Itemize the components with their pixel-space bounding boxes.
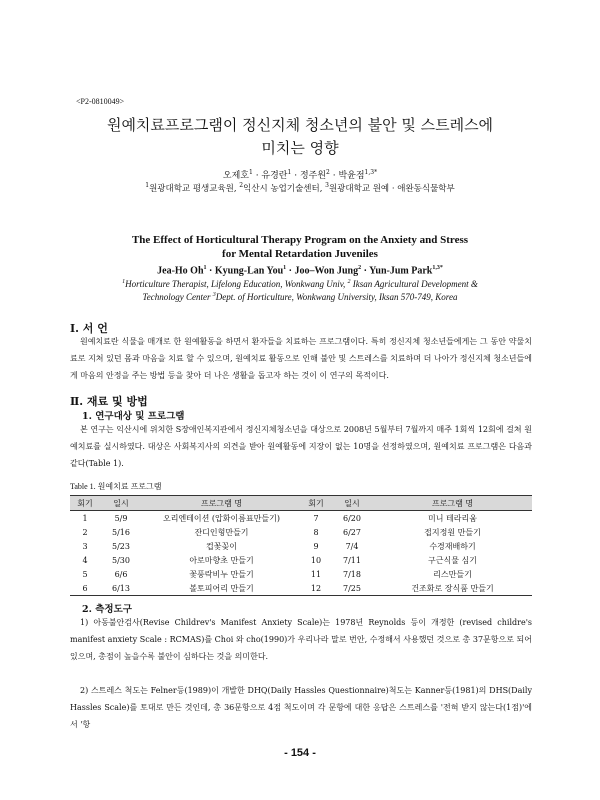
en-aff-sup-1: 1 [122,279,126,285]
aff-1: 원광대학교 평생교육원, [149,184,240,194]
table-caption: Table 1. 원예치료 프로그램 [70,482,162,491]
subsection-heading-measures: 2. 측정도구 [82,604,132,615]
en-author-sep: · [206,265,215,277]
table-cell: 5/23 [112,541,130,551]
en-author-2: Kyung-Lan You [214,265,284,277]
aff-sup-2: 2 [239,182,244,190]
table-cell: 4 [82,555,88,565]
en-author-sep: · [286,265,295,277]
table-cell: 5 [82,569,88,579]
table-cell: 구근식물 심기 [428,555,477,565]
stress-scale-paragraph: 2) 스트레스 척도는 Felner등(1989)이 개발한 DHQ(Daily Hassles Questionnaire)척도는 Kanner등(1981)의 DHS(Daily Hassles Scale)를 토대로 만든 것인데, 총 36문항으로 4점 척도이며 각 문항에 대한 응답은 스트레스를 '전혀 받지 않는다(1점)'에서 '항 [70,686,532,729]
table-cell: 10 [310,555,322,565]
table-cell: 7/11 [343,555,361,565]
en-aff-sup-2: 2 [347,279,351,285]
en-author-3-sup: 2 [358,265,362,271]
col-header-date: 일시 [331,496,373,511]
table-cell: 7/25 [331,581,373,596]
table-cell: 2 [82,527,88,537]
en-aff-sup-3: 3 [212,292,216,298]
author-4-sup: 1,3* [364,169,378,176]
author-2-sup: 1 [287,169,292,176]
author-sep: · [291,171,300,181]
author-3-sup: 2 [326,169,330,176]
table-row [70,581,532,596]
table-cell: 미니 테라리움 [428,513,477,523]
table-cell: 꽃풍락비누 만들기 [189,569,254,579]
table-cell: 7 [313,513,319,523]
col-header-session: 회기 [70,496,100,511]
table-cell: 9 [313,541,319,551]
table-cell: 아로마향초 만들기 [189,555,254,565]
table-cell: 5/30 [112,555,130,565]
anxiety-scale-paragraph: 1) 아동불안검사(Revise Childrev's Manifest Anxiety Scale)는 1978년 Reynolds 등이 개정한 (revised childre's manifest anxiety Scale : RCMAS)를 Choi 와 cho(1990)가 우리나라 말로 번안, 수정해서 사용했던 것으로 총 37문항으로 되어 있으며, 총점이 높을수록 불안이 심하다는 것을 의미한다. [70,618,532,661]
en-author-3: Joo–Won Jung [294,265,359,277]
english-title-line1: The Effect of Horticultural Therapy Program on the Anxiety and Stress [131,234,469,246]
en-aff-2: Iksan Agricultural Development & [350,279,478,289]
section-heading-methods: Ⅱ. 재료 및 방법 [70,395,148,408]
table-cell: 5/9 [114,513,128,523]
en-aff-4: Dept. of Horticulture, Wonkwang University, Iksan 570-749, Korea [215,292,458,302]
table-cell: 볼토피어리 만들기 [142,581,301,596]
table-cell: 6/6 [114,569,128,579]
english-title [60,233,540,261]
aff-2: 익산시 농업기술센터, [243,184,326,194]
en-aff-1: Horticulture Therapist, Lifelong Education, Wonkwang Univ, [125,279,348,289]
table-cell: 잔디인형만들기 [194,527,249,537]
en-author-sep: · [361,265,370,277]
table-cell: 6/20 [343,513,361,523]
author-sep: · [329,171,339,181]
col-header-session: 회기 [301,496,331,511]
table-row [70,567,532,581]
page-number: - 154 - [284,747,316,759]
table-cell: 오리엔테이션 (압화이름표만들기) [163,513,280,523]
author-1: 오제호 [222,171,249,181]
table-cell: 컵꽃꽂이 [206,541,237,551]
table-cell: 5/16 [112,527,130,537]
table-cell: 7/4 [345,541,359,551]
author-3: 정주원 [299,171,327,181]
author-2: 유경란 [261,171,288,181]
en-aff-line2 [60,290,540,303]
en-author-1: Jea-Ho Oh [157,265,204,277]
table-cell: 6 [70,581,100,596]
table-row [70,525,532,539]
korean-authors [40,168,560,181]
table-cell: 수경재배하기 [429,541,476,551]
table-cell: 건조화로 장식품 만들기 [373,581,532,596]
en-aff-3: Technology Center [142,292,213,302]
subsection-heading-subjects: 1. 연구대상 및 프로그램 [82,411,185,422]
author-sep: · [252,171,262,181]
aff-sup-3: 3 [325,182,329,190]
table-cell: 리스만들기 [433,569,472,579]
table-cell: 6/13 [100,581,142,596]
english-authors [40,265,560,276]
korean-affiliations [40,182,560,194]
table-cell: 3 [82,541,88,551]
table-row [70,511,532,526]
korean-title [40,114,560,160]
english-title-line2: for Mental Retardation Juveniles [222,248,378,260]
col-header-program: 프로그램 명 [142,496,301,511]
table-cell: 7/18 [343,569,361,579]
en-author-4: Yun-Jum Park [369,265,433,277]
table-cell: 6/27 [343,527,361,537]
col-header-date: 일시 [100,496,142,511]
table-cell: 1 [82,513,88,523]
aff-sup-1: 1 [145,182,150,190]
section-heading-introduction: Ⅰ. 서 언 [70,322,108,335]
author-1-sup: 1 [249,169,253,176]
table-cell: 11 [310,569,322,579]
table-cell: 8 [313,527,319,537]
table-cell: 12 [301,581,331,596]
subjects-paragraph: 본 연구는 익산시에 위치한 S장애인복지관에서 정신지체청소년을 대상으로 2008년 5월부터 7월까지 매주 1회씩 12회에 걸쳐 원예치료를 실시하였다. 대상은 사회복지사의 의견을 받아 원예활동에 지장이 없는 10명을 선정하였으며, 원예치료 프로그램은 다음과 같다(Table 1). [70,425,532,468]
introduction-paragraph: 원예치료란 식물을 매개로 한 원예활동을 하면서 환자들을 치료하는 프로그램이다. 특히 정신지체 청소년들에게는 그 동안 약물치료로 지쳐 있던 몸과 마음을 치료 할 수 있으며, 원예치료 활동으로 인해 불안 및 스트레스를 치료하며 더 나아가 정신지체 청소년들에게 마음의 안정을 주는 방법 등을 찾아 더 나은 생활을 돕고자 하는 것이 이 연구의 목적이다. [70,337,532,380]
aff-3: 원광대학교 원예 · 애완동식물학부 [328,184,455,194]
program-table [70,495,532,596]
en-author-2-sup: 1 [283,265,287,271]
table-header-row [70,496,532,511]
author-4: 박윤점 [338,171,365,181]
en-author-4-sup: 1,3* [432,265,443,271]
col-header-program: 프로그램 명 [373,496,532,511]
table-cell: 접지정원 만들기 [424,527,481,537]
en-author-1-sup: 1 [203,265,207,271]
korean-title-line2: 미치는 영향 [261,139,339,157]
table-row [70,553,532,567]
table-row [70,539,532,553]
english-affiliations [60,277,540,303]
korean-title-line1: 원예치료프로그램이 정신지체 청소년의 불안 및 스트레스에 [106,116,494,134]
poster-code: <P2-0810049> [76,97,125,106]
en-aff-line1 [60,277,540,290]
